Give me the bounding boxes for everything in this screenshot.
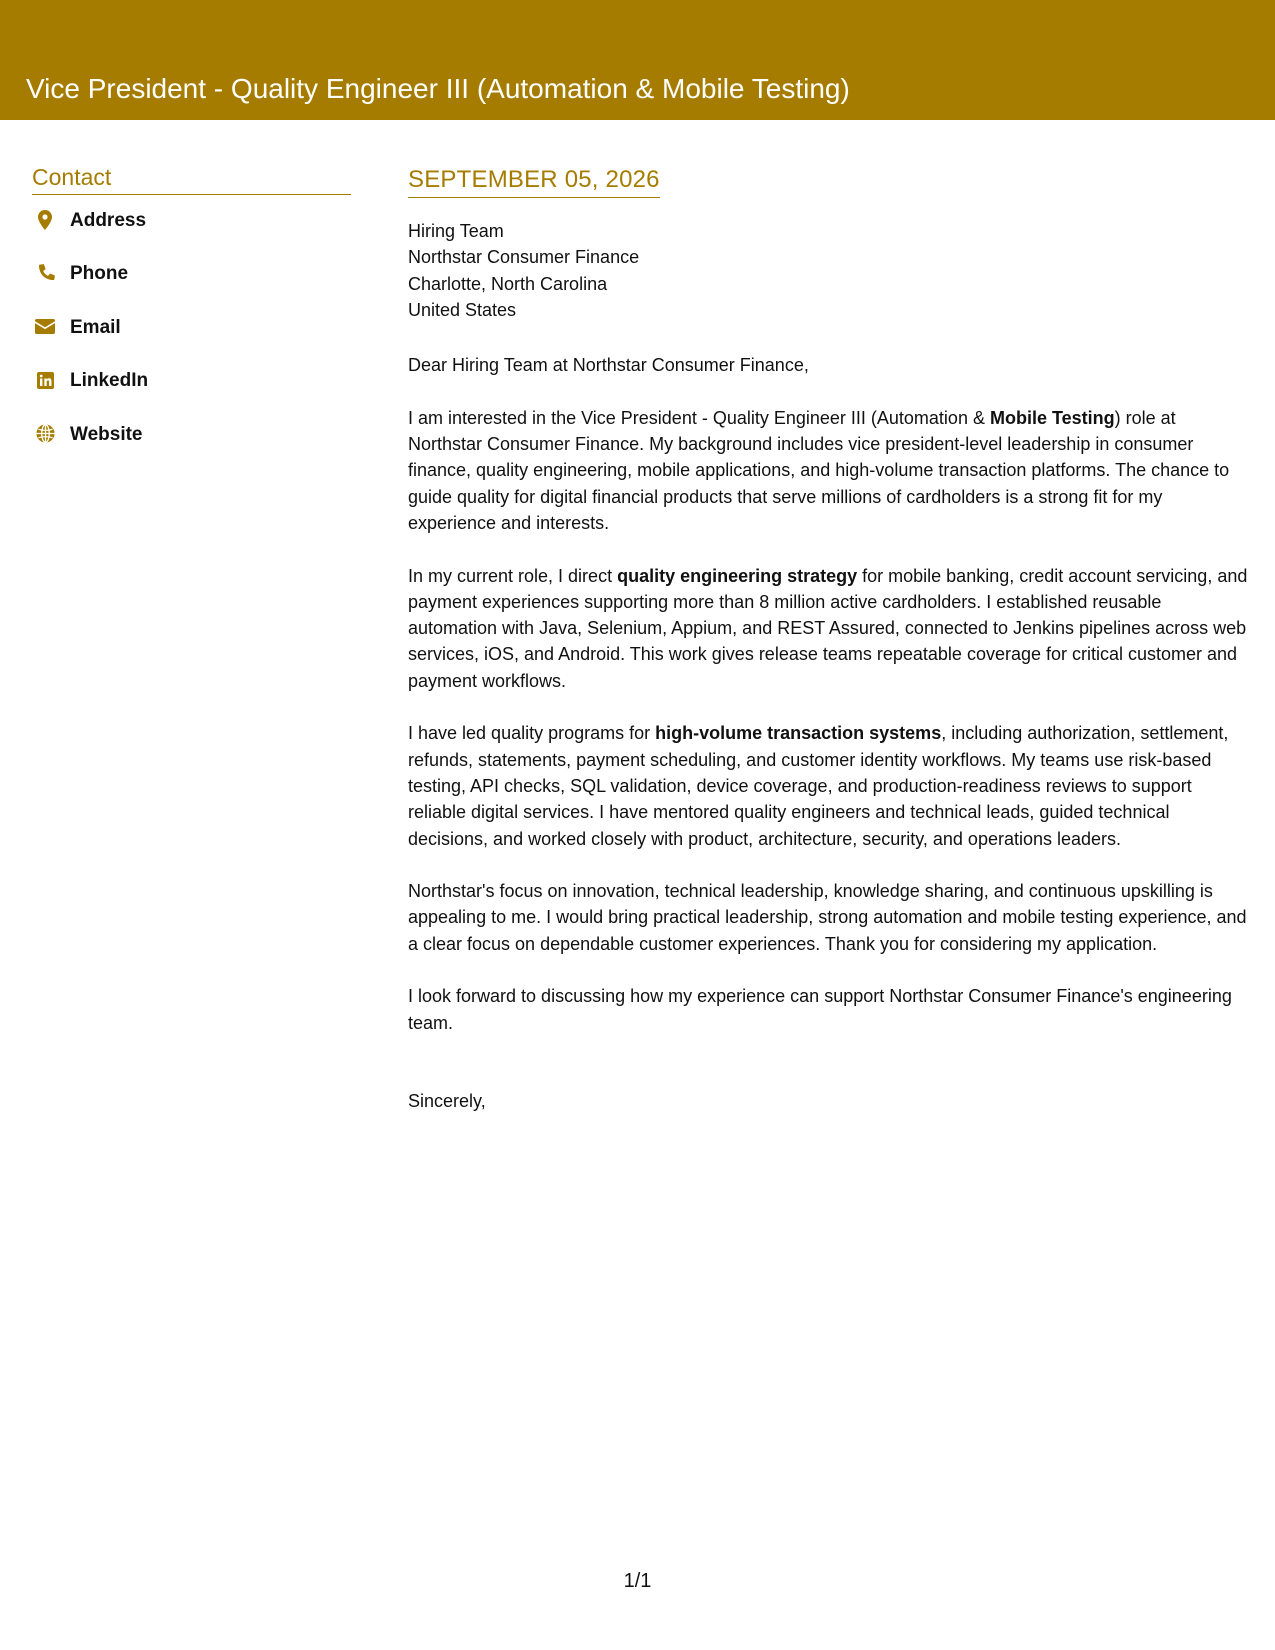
page-number: 1/1 bbox=[623, 1570, 652, 1592]
body-paragraph bbox=[408, 878, 1250, 957]
header-band bbox=[0, 0, 1275, 120]
recipient-block bbox=[408, 218, 1250, 323]
contact-label-linkedin: LinkedIn bbox=[70, 370, 149, 392]
paragraph-text: I look forward to discussing how my experience can support Northstar Consumer Finance's engineering team. bbox=[408, 986, 1232, 1033]
body-paragraph bbox=[408, 563, 1250, 694]
contact-label-website: Website bbox=[70, 423, 143, 445]
contact-item-website bbox=[32, 411, 351, 469]
paragraph-emphasis: high-volume transaction systems bbox=[655, 723, 942, 744]
map-marker-icon bbox=[34, 209, 56, 231]
recipient-line: Northstar Consumer Finance bbox=[408, 247, 640, 268]
contact-item-address bbox=[32, 197, 351, 255]
contact-item-linkedin bbox=[32, 358, 351, 416]
contact-heading: Contact bbox=[32, 160, 351, 195]
paragraph-text: I have led quality programs for bbox=[408, 723, 656, 744]
paragraph-text: ) role at Northstar Consumer Finance. My background includes vice president-level leadership in consumer finance, quality engineering, mobile applications, and high-volume transaction platforms. The chance to guide quality for digital financial products that serve millions of cardholders is a strong fit for my experience and interests. bbox=[408, 407, 1230, 533]
contact-sidebar bbox=[32, 160, 351, 469]
body-paragraph bbox=[408, 983, 1250, 1036]
paragraph-text: for mobile banking, credit account servicing, and payment experiences supporting more than 8 million active cardholders. I established reusable automation with Java, Selenium, Appium, and REST Assured, connected to Jenkins pipelines across web services, iOS, and Android. This work gives release teams repeatable coverage for critical customer and payment workflows. bbox=[408, 565, 1248, 691]
paragraph-emphasis: Mobile Testing bbox=[989, 407, 1115, 428]
paragraph-emphasis: quality engineering strategy bbox=[617, 565, 858, 586]
paragraph-text: In my current role, I direct bbox=[408, 565, 618, 586]
page-title: Vice President - Quality Engineer III (Automation & Mobile Testing) bbox=[26, 73, 850, 104]
contact-label-email: Email bbox=[70, 316, 121, 338]
contact-item-email bbox=[32, 304, 351, 362]
letter-date: SEPTEMBER 05, 2026 bbox=[408, 163, 660, 198]
letter-body bbox=[408, 163, 1250, 1114]
recipient-line: Charlotte, North Carolina bbox=[408, 273, 608, 294]
closing: Sincerely, bbox=[408, 1090, 486, 1111]
recipient-line: United States bbox=[408, 299, 517, 320]
globe-icon bbox=[34, 423, 56, 445]
recipient-line: Hiring Team bbox=[408, 221, 504, 241]
phone-icon bbox=[34, 262, 56, 284]
envelope-icon bbox=[34, 316, 56, 338]
paragraph-text: , including authorization, settlement, refunds, statements, payment scheduling, and customer identity workflows. My teams use risk-based testing, API checks, SQL validation, device coverage, and production-readiness reviews to support reliable digital services. I have mentored quality engineers and technical leads, guided technical decisions, and worked closely with product, architecture, security, and operations leaders. bbox=[408, 723, 1229, 849]
body-paragraph bbox=[408, 720, 1250, 851]
contact-label-address: Address bbox=[70, 209, 147, 231]
paragraph-text: I am interested in the Vice President - Quality Engineer III (Automation & bbox=[408, 407, 990, 428]
contact-item-phone bbox=[32, 251, 351, 309]
linkedin-icon bbox=[34, 369, 56, 391]
contact-label-phone: Phone bbox=[70, 263, 129, 285]
body-paragraph bbox=[408, 405, 1250, 536]
salutation: Dear Hiring Team at Northstar Consumer Finance, bbox=[408, 355, 809, 376]
paragraph-text: Northstar's focus on innovation, technical leadership, knowledge sharing, and continuous upskilling is appealing to me. I would bring practical leadership, strong automation and mobile testing experience, and a clear focus on dependable customer experiences. Thank you for considering my application. bbox=[408, 881, 1247, 954]
